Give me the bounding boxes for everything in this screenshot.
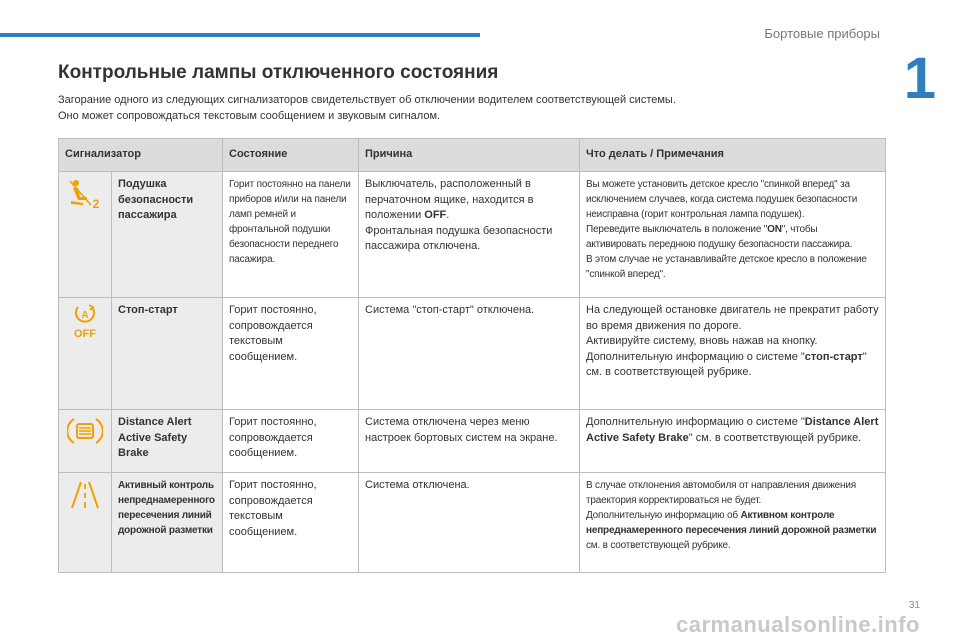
indicator-cause: Система отключена. (359, 473, 580, 573)
indicator-icon-cell (59, 172, 112, 298)
indicator-name: Активный контроль непреднамеренного пересечения линий дорожной разметки (112, 473, 223, 573)
indicator-name: Подушка безопасности пассажира (112, 172, 223, 298)
header-state: Состояние (223, 139, 359, 172)
indicator-action (580, 473, 886, 573)
action-text-end: " см. в соответствующей рубрике. (688, 431, 862, 444)
action-text-2-end: см. в соответствующей рубрике. (586, 540, 731, 551)
cause-text: Выключатель, расположенный в перчаточном ящике, находится в положении (365, 178, 534, 221)
action-text-2: Активируйте систему, вновь нажав на кнопку. (586, 335, 818, 347)
action-text-3: В этом случае не устанавливайте детское кресло в положение "спинкой вперед". (586, 254, 867, 280)
indicator-cause (359, 172, 580, 298)
intro-text (58, 92, 878, 124)
chapter-number: 1 (903, 46, 936, 111)
table-header-row (59, 139, 886, 172)
stop-start-off-icon (67, 303, 103, 337)
action-text-1: В случае отклонения автомобиля от направления движения траектория корректироваться не будет. (586, 480, 856, 506)
action-bold: стоп-старт (804, 350, 863, 363)
svg-text:2: 2 (92, 197, 100, 211)
indicator-name: Distance Alert Active Safety Brake (112, 410, 223, 473)
action-bold: Активном контроле непреднамеренного пересечения линий дорожной разметки (586, 510, 877, 536)
header-indicator: Сигнализатор (59, 139, 223, 172)
indicator-cause: Система "стоп-старт" отключена. (359, 298, 580, 410)
table-row (59, 473, 886, 573)
indicator-icon-cell (59, 473, 112, 573)
header-cause: Причина (359, 139, 580, 172)
table-row (59, 298, 886, 410)
indicator-icon-cell (59, 298, 112, 410)
action-text-1: Вы можете установить детское кресло "спинкой вперед" за исключением случаев, когда система подушек безопасности неисправна (горит контрольная лампа подушек). (586, 179, 858, 220)
indicator-name: Стоп-старт (112, 298, 223, 410)
intro-line-2: Оно может сопровождаться текстовым сообщением и звуковым сигналом. (58, 110, 441, 122)
action-text-2-end: ", чтобы активировать переднюю подушку безопасности пассажира. (586, 224, 853, 250)
section-title: Бортовые приборы (764, 26, 880, 41)
airbag-off-icon (67, 177, 103, 211)
watermark: carmanualsonline.info (676, 612, 920, 637)
distance-alert-icon (67, 415, 103, 449)
indicator-state: Горит постоянно на панели приборов и/или на панели ламп ремней и фронтальной подушки безопасности переднего пасажира. (223, 172, 359, 298)
action-text-1: На следующей остановке двигатель не прекратит работу во время движения по дороге. (586, 304, 879, 332)
action-text: Дополнительную информацию о системе " (586, 416, 805, 428)
header-action: Что делать / Примечания (580, 139, 886, 172)
action-text-2: Дополнительную информацию об (586, 510, 741, 521)
action-bold: ON (767, 224, 782, 235)
action-text-3-end: " см. в соответствующей рубрике. (586, 350, 867, 378)
indicator-table (58, 138, 886, 573)
icon-off-label: OFF (74, 328, 96, 339)
page-number: 31 (908, 600, 920, 611)
indicator-cause: Система отключена через меню настроек бортовых систем на экране. (359, 410, 580, 473)
page-title: Контрольные лампы отключенного состояния (58, 62, 499, 83)
table-row (59, 172, 886, 298)
indicator-state: Горит постоянно, сопровождается текстовым сообщением. (223, 473, 359, 573)
top-accent-bar (0, 33, 480, 37)
indicator-action (580, 298, 886, 410)
intro-line-1: Загорание одного из следующих сигнализаторов свидетельствует об отключении водителем соответствующей системы. (58, 94, 676, 106)
indicator-action (580, 410, 886, 473)
indicator-icon-cell (59, 410, 112, 473)
table-row (59, 410, 886, 473)
action-text-3: Дополнительную информацию о системе " (586, 350, 805, 363)
svg-text:A: A (81, 310, 89, 321)
cause-bold: OFF (424, 209, 447, 221)
lane-departure-icon (67, 478, 103, 512)
indicator-action (580, 172, 886, 298)
indicator-state: Горит постоянно, сопровождается текстовым сообщением. (223, 298, 359, 410)
indicator-state: Горит постоянно, сопровождается сообщением. (223, 410, 359, 473)
action-text-2: Переведите выключатель в положение " (586, 224, 768, 235)
cause-text-end: . (446, 209, 450, 221)
cause-text-2: Фронтальная подушка безопасности пассажира отключена. (365, 224, 553, 252)
action-bold: Distance Alert Active Safety Brake (586, 416, 879, 444)
